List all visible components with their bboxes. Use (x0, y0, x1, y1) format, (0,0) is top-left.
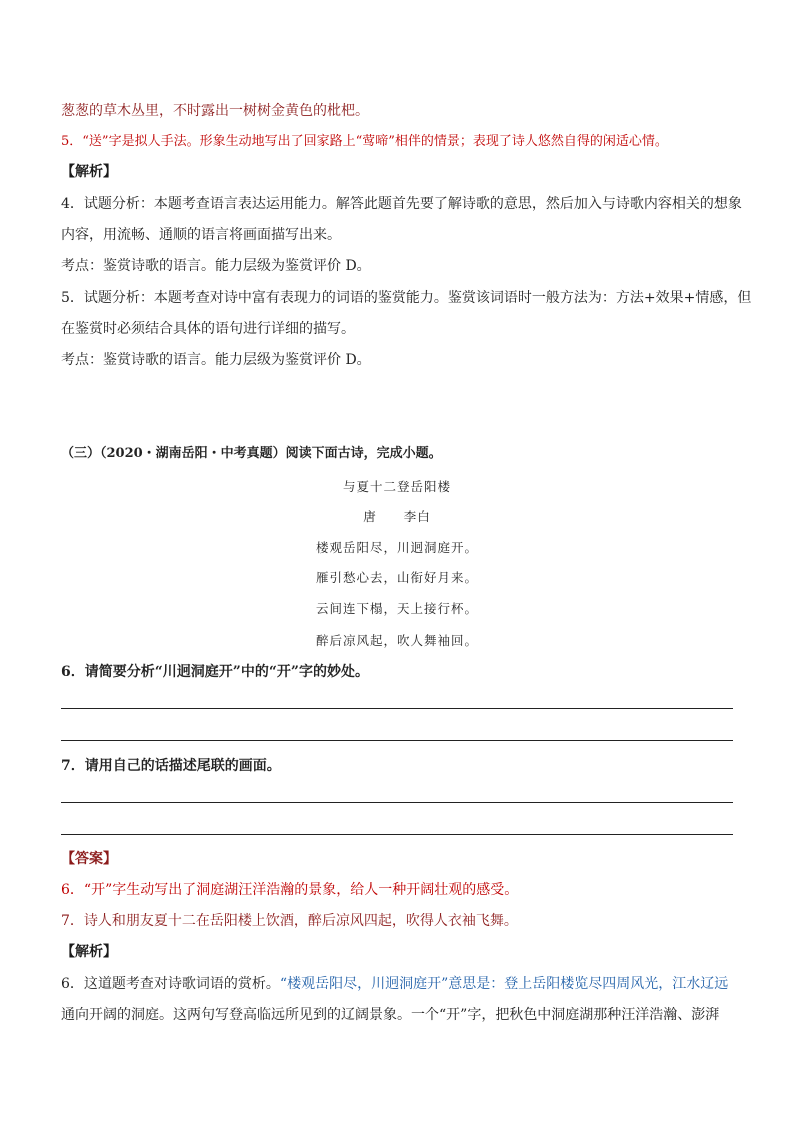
answer-label: 【答案】 (61, 851, 117, 867)
section-intro: （三）（2020・湖南岳阳・中考真题）阅读下面古诗，完成小题。 (61, 446, 442, 461)
answer-line[interactable] (61, 708, 733, 709)
answer-6: 6．“开”字生动写出了洞庭湖汪洋浩瀚的景象，给人一种开阔壮观的感受。 (61, 882, 519, 898)
poem-line: 醉后凉风起，吹人舞袖回。 (315, 633, 478, 648)
analysis-6-line2: 通向开阔的洞庭。这两句写登高临远所见到的辽阔景象。一个“开”字，把秋色中洞庭湖那种汪洋浩瀚、澎湃 (61, 1007, 720, 1023)
answer-7: 7．诗人和朋友夏十二在岳阳楼上饮酒，醉后凉风四起，吹得人衣袖飞舞。 (61, 913, 518, 929)
answer-line[interactable] (61, 740, 733, 741)
kaodian-2: 考点：鉴赏诗歌的语言。能力层级为鉴赏评价 D。 (61, 352, 371, 368)
answer-continuation-line: 葱葱的草木丛里，不时露出一树树金黄色的枇杷。 (61, 103, 369, 119)
answer-line[interactable] (61, 834, 733, 835)
poem-line: 云间连下榻，天上接行杯。 (315, 601, 478, 616)
analysis-5-line2: 在鉴赏时必须结合具体的语句进行详细的描写。 (61, 321, 355, 337)
kaodian-1: 考点：鉴赏诗歌的语言。能力层级为鉴赏评价 D。 (61, 258, 371, 274)
answer-5: 5．“送”字是拟人手法。形象生动地写出了回家路上“莺啼”相伴的情景；表现了诗人悠然自得的闲适心情。 (61, 134, 668, 149)
analysis-4-line2: 内容，用流畅、通顺的语言将画面描写出来。 (61, 227, 341, 243)
poem-line: 雁引愁心去，山衔好月来。 (315, 570, 478, 585)
poem-title: 与夏十二登岳阳楼 (342, 479, 451, 494)
analysis-6-prefix: 6．这道题考查对诗歌词语的赏析。 (61, 976, 280, 992)
analysis-label-2: 【解析】 (61, 944, 117, 960)
question-7: 7．请用自己的话描述尾联的画面。 (61, 758, 281, 774)
analysis-4-line1: 4．试题分析：本题考查语言表达运用能力。解答此题首先要了解诗歌的意思，然后加入与诗歌内容相关的想象 (61, 196, 742, 212)
poem-author: 唐 李白 (363, 509, 431, 524)
analysis-6-quote: “楼观岳阳尽，川迥洞庭开”意思是：登上岳阳楼览尽四周风光，江水辽远 (279, 976, 729, 992)
poem-line: 楼观岳阳尽，川迥洞庭开。 (315, 540, 478, 555)
question-6: 6．请简要分析“川迥洞庭开”中的“开”字的妙处。 (61, 664, 369, 680)
analysis-6-line1 (61, 974, 728, 994)
analysis-5-line1: 5．试题分析：本题考查对诗中富有表现力的词语的鉴赏能力。鉴赏该词语时一般方法为：方法+效果+情感，但 (61, 290, 752, 306)
analysis-label: 【解析】 (61, 164, 117, 180)
answer-line[interactable] (61, 802, 733, 803)
